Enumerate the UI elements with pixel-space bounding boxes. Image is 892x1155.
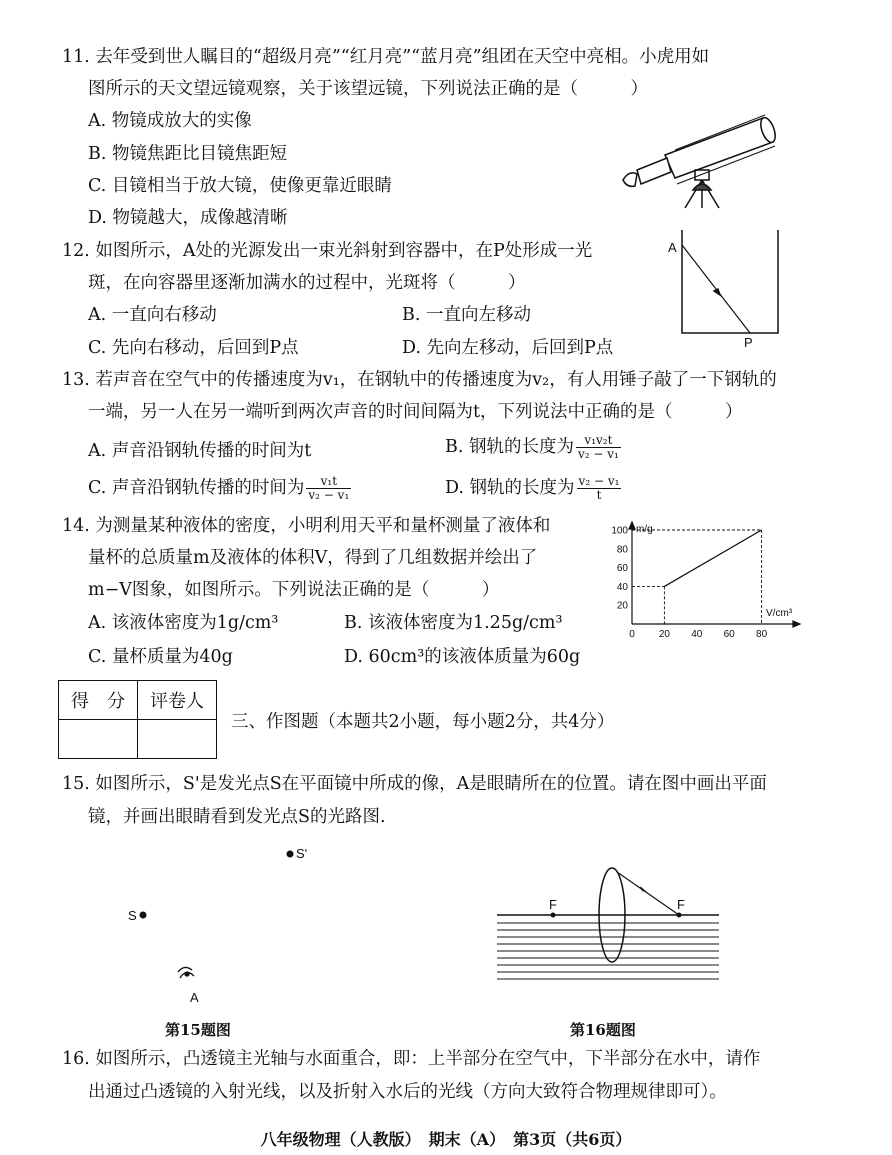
mv-chart-x-tick: 80 bbox=[756, 629, 768, 640]
mv-chart-x-arrow bbox=[793, 621, 800, 627]
q12-stem-line1: 12. 如图所示，A处的光源发出一束光斜射到容器中，在P处形成一光 bbox=[62, 241, 593, 261]
q13-option-c-text: C. 声音沿钢轨传播的时间为 bbox=[88, 478, 305, 498]
q13-option-d-text: D. 钢轨的长度为 bbox=[445, 478, 575, 498]
mv-chart-y-tick: 100 bbox=[611, 525, 628, 537]
mv-chart-y-tick: 40 bbox=[616, 581, 628, 593]
q13-stem-line1: 13. 若声音在空气中的传播速度为v₁，在钢轨中的传播速度为v₂，有人用锤子敲了一下钢轨的 bbox=[62, 370, 777, 390]
q15-figure bbox=[110, 840, 330, 1010]
mv-chart-x-label: V/cm³ bbox=[766, 608, 793, 619]
point-s-prime bbox=[287, 851, 294, 858]
page-footer: 八年级物理（人教版） 期末（A） 第3页（共6页） bbox=[260, 1130, 632, 1149]
mv-chart-y-tick: 60 bbox=[616, 563, 628, 575]
mv-chart-y-tick: 80 bbox=[616, 544, 628, 556]
q11-option-a: A. 物镜成放大的实像 bbox=[88, 111, 252, 131]
score-table bbox=[58, 680, 217, 759]
telescope-figure bbox=[615, 100, 790, 210]
q13-option-a: A. 声音沿钢轨传播的时间为t bbox=[88, 441, 312, 461]
q12-option-c: C. 先向右移动，后回到P点 bbox=[88, 338, 299, 358]
focus-right bbox=[677, 913, 682, 918]
q13-option-c-fraction bbox=[306, 475, 351, 502]
q11-option-d: D. 物镜越大，成像越清晰 bbox=[88, 208, 288, 228]
q13-option-b-text: B. 钢轨的长度为 bbox=[445, 437, 574, 457]
q14-option-d: D. 60cm³的该液体质量为60g bbox=[344, 647, 581, 667]
q14-option-a: A. 该液体密度为1g/cm³ bbox=[88, 613, 279, 633]
q13-option-b-numerator: v₁v₂t bbox=[576, 434, 621, 448]
mv-chart-y-tick: 20 bbox=[616, 600, 628, 612]
q13-stem-line2: 一端，另一人在另一端听到两次声音的时间间隔为t，下列说法中正确的是（ ） bbox=[88, 402, 743, 422]
score-cell[interactable] bbox=[59, 720, 138, 759]
label-a: A bbox=[190, 990, 199, 1005]
q12-option-d: D. 先向左移动，后回到P点 bbox=[402, 338, 614, 358]
mv-chart-x-tick: 40 bbox=[691, 629, 703, 640]
q13-option-c bbox=[88, 475, 353, 502]
container-label-a: A bbox=[668, 240, 677, 255]
q14-stem-line1: 14. 为测量某种液体的密度，小明利用天平和量杯测量了液体和 bbox=[62, 516, 551, 536]
focus-left bbox=[551, 913, 556, 918]
mv-chart-y-label: m/g bbox=[636, 524, 653, 535]
container-label-p: P bbox=[744, 335, 753, 350]
q15-stem-line1: 15. 如图所示，S'是发光点S在平面镜中所成的像，A是眼睛所在的位置。请在图中画出平面 bbox=[62, 774, 767, 794]
q14-stem-line3: m−V图象，如图所示。下列说法正确的是（ ） bbox=[88, 580, 500, 600]
q11-option-b: B. 物镜焦距比目镜焦距短 bbox=[88, 144, 287, 164]
q12-option-a: A. 一直向右移动 bbox=[88, 305, 217, 325]
mv-chart bbox=[600, 518, 805, 644]
q13-option-c-numerator: v₁t bbox=[306, 475, 351, 489]
eye-icon bbox=[178, 967, 194, 978]
q13-option-b-denominator: v₂ − v₁ bbox=[578, 447, 619, 461]
label-s-prime: S' bbox=[296, 846, 308, 861]
q13-option-c-denominator: v₂ − v₁ bbox=[308, 488, 350, 502]
q15-caption: 第15题图 bbox=[165, 1021, 231, 1039]
grader-cell[interactable] bbox=[138, 720, 217, 759]
q16-figure bbox=[495, 860, 730, 1000]
q13-option-b bbox=[445, 434, 623, 461]
refracted-ray bbox=[617, 872, 679, 915]
grader-header: 评卷人 bbox=[138, 681, 217, 720]
score-header: 得 分 bbox=[59, 681, 138, 720]
mv-chart-series-line bbox=[664, 530, 761, 586]
mv-chart-x-tick: 60 bbox=[723, 629, 735, 640]
mv-chart-y-arrow bbox=[629, 522, 635, 529]
q13-option-d-fraction bbox=[577, 475, 622, 502]
q14-stem-line2: 量杯的总质量m及液体的体积V，得到了几组数据并绘出了 bbox=[88, 548, 538, 568]
q16-stem-line2: 出通过凸透镜的入射光线，以及折射入水后的光线（方向大致符合物理规律即可）。 bbox=[88, 1082, 727, 1102]
mv-chart-x-tick: 0 bbox=[629, 629, 635, 640]
label-s: S bbox=[128, 908, 137, 923]
q13-option-b-fraction bbox=[576, 434, 621, 461]
q16-stem-line1: 16. 如图所示，凸透镜主光轴与水面重合，即：上半部分在空气中，下半部分在水中，请作 bbox=[62, 1049, 761, 1069]
q11-stem-line1: 11. 去年受到世人瞩目的“超级月亮”“红月亮”“蓝月亮”组团在天空中亮相。小虎用如 bbox=[62, 47, 710, 67]
q16-caption: 第16题图 bbox=[570, 1021, 636, 1039]
q14-option-b: B. 该液体密度为1.25g/cm³ bbox=[344, 613, 563, 633]
q13-option-d-denominator: t bbox=[596, 488, 602, 502]
q12-option-b: B. 一直向左移动 bbox=[402, 305, 531, 325]
mv-chart-x-tick: 20 bbox=[658, 629, 670, 640]
label-f-right: F bbox=[677, 897, 685, 912]
section-3-heading: 三、作图题（本题共2小题，每小题2分，共4分） bbox=[231, 712, 615, 732]
water-lines bbox=[497, 915, 719, 979]
point-s bbox=[140, 912, 147, 919]
q11-stem-line2: 图所示的天文望远镜观察，关于该望远镜，下列说法正确的是（ ） bbox=[88, 79, 648, 99]
label-f-left: F bbox=[549, 897, 557, 912]
q13-option-d-numerator: v₂ − v₁ bbox=[578, 474, 620, 488]
q11-option-c: C. 目镜相当于放大镜，使像更靠近眼睛 bbox=[88, 176, 392, 196]
q14-option-c: C. 量杯质量为40g bbox=[88, 647, 233, 667]
q13-option-d bbox=[445, 475, 623, 502]
container-figure bbox=[660, 225, 790, 350]
q12-stem-line2: 斑，在向容器里逐渐加满水的过程中，光斑将（ ） bbox=[88, 273, 526, 293]
q15-stem-line2: 镜，并画出眼睛看到发光点S的光路图. bbox=[88, 807, 386, 827]
